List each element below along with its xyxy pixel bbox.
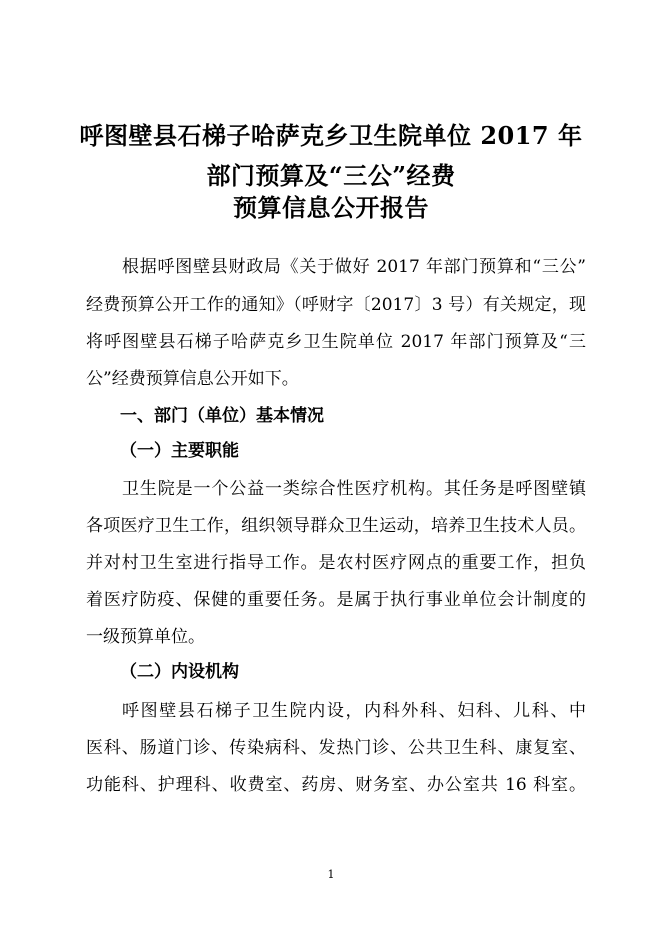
duties-line-1: 卫生院是一个公益一类综合性医疗机构。其任务是呼图壁镇 [122,479,586,499]
section-1-1-heading: （一）主要职能 [120,441,239,461]
report-title-line-3: 预算信息公开报告 [233,193,429,222]
org-line-2: 医科、肠道门诊、传染病科、发热门诊、公共卫生科、康复室、 [86,738,586,758]
report-title-line-2: 部门预算及“三公”经费 [206,161,456,190]
org-line-3: 功能科、护理科、收费室、药房、财务室、办公室共 16 科室。 [86,775,586,795]
duties-line-5: 一级预算单位。 [86,627,205,647]
section-1-2-heading: （二）内设机构 [120,662,239,682]
intro-line-4: 公”经费预算信息公开如下。 [86,369,299,389]
page-number: 1 [327,868,335,881]
duties-line-4: 着医疗防疫、保健的重要任务。是属于执行事业单位会计制度的 [86,590,586,610]
org-line-1: 呼图壁县石梯子卫生院内设，内科外科、妇科、儿科、中 [122,701,586,721]
duties-line-2: 各项医疗卫生工作，组织领导群众卫生运动，培养卫生技术人员。 [86,516,586,536]
intro-line-1: 根据呼图壁县财政局《关于做好 2017 年部门预算和“三公” [122,257,586,277]
duties-line-3: 并对村卫生室进行指导工作。是农村医疗网点的重要工作，担负 [86,553,586,573]
intro-line-3: 将呼图壁县石梯子哈萨克乡卫生院单位 2017 年部门预算及“三 [86,332,586,352]
report-title-line-1: 呼图壁县石梯子哈萨克乡卫生院单位 2017 年 [79,121,583,150]
section-1-heading: 一、部门（单位）基本情况 [120,406,324,426]
intro-line-2: 经费预算公开工作的通知》（呼财字〔2017〕3 号）有关规定，现 [86,295,586,315]
